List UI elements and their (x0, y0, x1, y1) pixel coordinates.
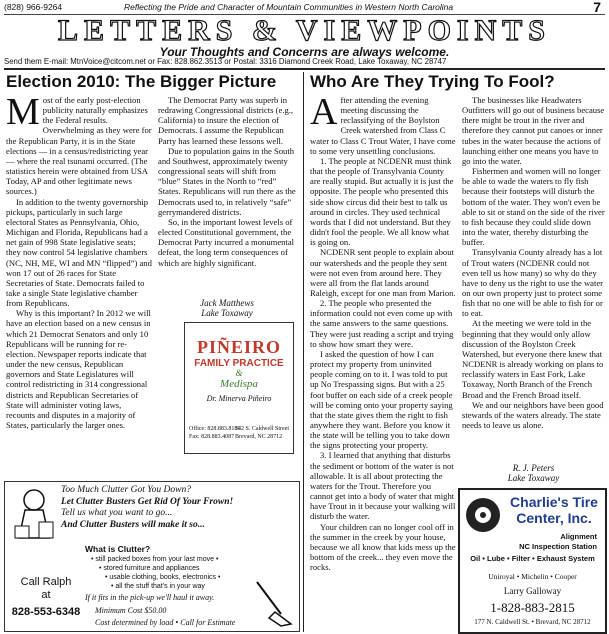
clutter-line3: Tell us what you want to go... (61, 508, 173, 518)
broom-cartoon-icon (251, 578, 295, 628)
page-number: 7 (593, 0, 601, 15)
paragraph: The businesses like Headwaters Outfitters will go out of business because there might be trout in the river and therefore they cannot put canoes or inner tubes in the water because the actions of launching either one means you have to go into the water. (462, 95, 605, 166)
pineiro-doctor: Dr. Minerva Piñeiro (206, 394, 272, 403)
letter2-dropcap: A (310, 91, 338, 133)
charlie-name-line2: Center, Inc. (516, 510, 592, 526)
charlie-phone: 1-828-883-2815 (490, 600, 575, 615)
pineiro-city: Brevard, NC 28712 (235, 434, 283, 440)
clutter-question: What is Clutter? (85, 544, 151, 554)
clutter-call-label: Call Ralph (20, 576, 72, 588)
letter1-column2 (158, 95, 296, 268)
pineiro-office: Office: 828.883.8181 (189, 426, 241, 432)
list-item: • usable clothing, books, electronics • (105, 574, 221, 581)
paragraph: I asked the question of how I can protect my property from uninvited people coming on to it. I was told to put up No Trespassing signs. But with a 25 foot buffer on each side of a creek people will be coming onto your property saying that the state gives them the right to fish anywhere they want. Before you know it the state will be telling you to take down the signs protecting your property. (310, 348, 453, 451)
charlie-contact: Larry Galloway (503, 586, 562, 596)
tire-icon (464, 496, 502, 534)
charlie-name (504, 494, 604, 526)
paragraph: The Democrat Party was superb in redrawing Congressional districts (e.g., California) to insure the election of Democrats. I assume the Republican Party has learned these lessons well. (158, 95, 294, 146)
header-tagline: Reflecting the Pride and Character of Mountain Communities in Western North Carolina (124, 2, 454, 12)
clutter-line2: Let Clutter Busters Get Rid Of Your Frown! (61, 496, 234, 507)
letter2-column1 (310, 91, 456, 573)
paragraph: In addition to the twenty governorship pickups, particularly in such large electoral States as Pennsylvania, Ohio, Michigan and Florida, Republicans had a net gain of 998 State legislative seats; they now control 54 legislative chambers (NC, NH, ME, WI and MN “flipped”) and won 17 out of 26 races for State Secretaries of State. Democrats failed to take a single State legislative chamber from Republicans. (6, 196, 152, 309)
pineiro-amp: & (235, 368, 243, 378)
paragraph: Transylvania County already has a lot of Trout waters (NCDENR could not even tell us how many) so why do they have to deny us the right to use the water on our own property just to protect some fish that no one will be able to fish for or to eat. (462, 247, 604, 319)
pineiro-fax: Fax: 828.883.4087 (189, 434, 235, 440)
pineiro-medispa: Medispa (220, 378, 258, 390)
pineiro-name: PIÑEIRO (196, 337, 281, 357)
paragraph: 3. I learned that anything that disturbs the sediment or bottom of the water is not allowable. It is all about protecting the waters for the Trout. Therefore you cannot get into a body of water that might have Trout in it because your walking will disturb the water. (310, 450, 456, 522)
pineiro-address (235, 425, 289, 441)
signature-place: Lake Toxaway (507, 473, 560, 483)
letter1-dropcap: M (6, 91, 40, 133)
signature-place: Lake Toxaway (201, 308, 253, 318)
signature-name: Jack Matthews (200, 298, 254, 308)
charlie-alignment: Alignment (560, 532, 597, 541)
banner-subtitle: Your Thoughts and Concerns are always welcome. (159, 45, 450, 59)
paragraph: 2. The people who presented the information could not even come up with the same answers to the same questions. They were just reading a script and trying to show how smart they were. (310, 298, 454, 349)
paragraph: Fishermen and women will no longer be able to wade the waters to fly fish because their footsteps will disturb the bottom of the water. They won't even be able to sit or stand on the side of the river to fish because they could slide down into the water, thereby disturbing the buffer. (462, 166, 605, 248)
clutter-call-at: at (41, 589, 51, 601)
paragraph: Why is this important? In 2012 we will have an election based on a new census in which 21 Democrat Senators and only 10 Republicans will be running for re-election. Newspaper reports indicate that under the new census, Republican governors and State Legislatures will control redistricting in 314 congressional districts and Republican Secretaries of State will administer voting laws, recounts and disputes in a majority of States, particularly the larger ones. (6, 308, 151, 430)
pineiro-practice: FAMILY PRACTICE (194, 358, 284, 369)
letter1-signature (158, 298, 296, 318)
list-item: • all the stuff that's in your way (111, 583, 205, 590)
clutter-line4: And Clutter Busters will make it so... (61, 519, 205, 530)
pineiro-ad (184, 322, 294, 454)
paragraph: 1. The people at NCDENR must think that the people of Transylvania County are really stupid. But actually it is just the opposite. The people who presented this side show circus did their best to talk us around in circles. They used technical words that I did not understand. But they didn't fool the people. We all know what is going on. (310, 155, 454, 248)
paragraph: Your children can no longer cool off in the summer in the creek by your house, because we all know that kids mess up the bottom of the creek... they even move the rocks. (310, 521, 456, 573)
clutter-call (11, 576, 81, 619)
charlie-address: 177 N. Caldwell St. • Brevard, NC 28712 (474, 618, 591, 626)
clutter-minimum: Minimum Cost $50.00 (95, 606, 167, 615)
paragraph: At the meeting we were told in the beginning that they would only allow discussion of the Boylston Creek Watershed, but everyone there knew that NCDENR is already working on plans to reclassify waters in East Fork, Lake Toxaway, North Branch of the French Broad and the French Broad itself. (462, 318, 604, 400)
charlie-services-list: Oil • Lube • Filter • Exhaust System (470, 554, 595, 563)
charlie-services (460, 532, 605, 564)
letter2-column2 (462, 95, 605, 430)
paragraph: We and our neighbors have been good stewards of the waters already. The state needs to leave us alone. (462, 399, 604, 430)
clutter-cartoon-icon (11, 486, 57, 544)
paragraph: NCDENR sent people to explain about our watersheds and the people they sent were not even from around here. They were all from the flat lands around Raleigh, except for one man from Marion. (310, 247, 456, 298)
paragraph: So, in the important lowest levels of elected Constitutional government, the Democrat Party incurred a monumental defeat, the long term consequences of which are highly significant. (158, 216, 295, 268)
list-item: • stored furniture and appliances (99, 565, 200, 572)
letter1-headline: Election 2010: The Bigger Picture (6, 72, 277, 91)
column-divider (303, 72, 304, 632)
list-item: • still packed boxes from your last move • (91, 556, 219, 563)
clutter-busters-ad (4, 481, 300, 632)
charlie-brands: Uniroyal • Michelin • Cooper (488, 572, 577, 581)
clutter-fits: If it fits in the pick-up we'll haul it away. (85, 593, 215, 602)
pineiro-street: 342 S. Caldwell Street (235, 426, 289, 432)
clutter-cost-line: Cost determined by load • Call for Estimate (95, 618, 236, 627)
paragraph: ost of the early post-election publicity naturally emphasizes the Federal results. Overwhelming as they were for the Republican Party, it is in the State elections — in a census/redistricting year — where the real tsunami occurred. (The statistics herein were obtained from USA Today, AP and other legitimate news sources.) (6, 95, 152, 197)
charlie-name-line1: Charlie's Tire (510, 494, 598, 510)
letter2-headline: Who Are They Trying To Fool? (310, 72, 555, 91)
clutter-phone: 828-553-6348 (11, 606, 81, 618)
clutter-line1: Too Much Clutter Got You Down? (61, 485, 191, 495)
letter1-column1 (6, 91, 152, 430)
charlie-tire-ad (458, 488, 607, 634)
send-line: Send them E-mail: MtnVoice@citcom.net or Fax: 828.862.3513 or Postal: 3316 Diamond Creek Road, Lake Toxaway, NC 28747 (4, 57, 605, 70)
signature-name: R. J. Peters (512, 463, 555, 473)
charlie-inspection: NC Inspection Station (519, 542, 597, 551)
paragraph: Due to population gains in the South and Southwest, approximately twenty congressional seats will shift from “blue” States in the North to “red” States. Republicans will run there as the Democrats used to, in relatively “safe” gerrymandered districts. (158, 145, 296, 217)
pineiro-phones (189, 425, 240, 441)
banner-title: LETTERS & VIEWPOINTS (58, 14, 551, 47)
header-phone: (828) 966-9264 (4, 2, 63, 12)
letter2-signature (462, 463, 605, 483)
clutter-intro (61, 485, 233, 531)
clutter-bullets (91, 555, 220, 591)
section-banner (0, 14, 609, 59)
paragraph: fter attending the evening meeting discussing the reclassifying of the Boylston Creek watershed from Class C water to Class C Trout Water, I have come to some very unsettling conclusions. (310, 95, 456, 156)
